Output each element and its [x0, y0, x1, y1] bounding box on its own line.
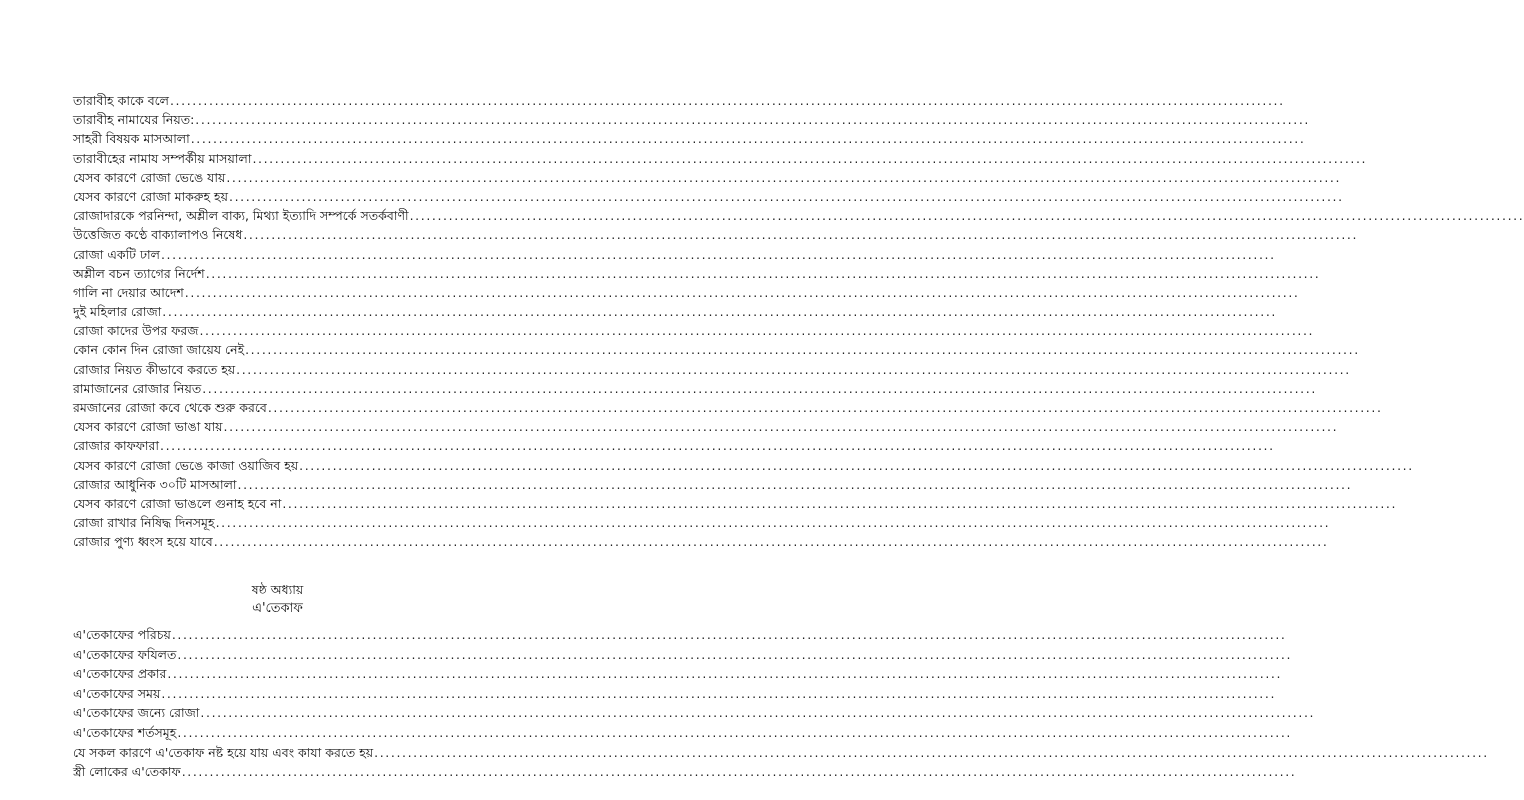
- toc-entry: [73, 532, 1329, 551]
- toc-entry: [73, 129, 1306, 148]
- toc-entry-label: রোজা একটি ঢাল: [73, 246, 160, 262]
- toc-entry: [73, 436, 1275, 455]
- dot-leader: ........................................................................................................................................................................................................: [282, 495, 1398, 511]
- dot-leader: ........................................................................................................................................................................................................: [160, 246, 1276, 262]
- dot-leader: ........................................................................................................................................................................................................: [229, 188, 1344, 204]
- dot-leader: ........................................................................................................................................................................................................: [267, 400, 1383, 415]
- toc-entry-label: এ'তেকাফের ফযিলত: [73, 646, 177, 662]
- toc-entry: [73, 684, 1277, 704]
- dot-leader: ........................................................................................................................................................................................................: [226, 169, 1342, 185]
- toc-entry: [73, 225, 1359, 244]
- dot-leader: ........................................................................................................................................................................................................: [243, 227, 1359, 243]
- toc-entry: [73, 340, 1360, 359]
- dot-leader: ........................................................................................................................................................................................................: [181, 764, 1297, 780]
- toc-entry-label: তারাবীহের নামায সম্পর্কীয় মাসয়ালা: [73, 150, 252, 166]
- dot-leader: ........................................................................................................................................................................................................: [161, 685, 1277, 701]
- toc-entry-label: তারাবীহ নামাযের নিয়ত:: [73, 112, 195, 128]
- toc-entry: [73, 398, 1383, 417]
- toc-entry-label: এ'তেকাফের পরিচয়: [73, 627, 171, 642]
- dot-leader: ........................................................................................................................................................................................................: [167, 666, 1283, 682]
- toc-entry: [73, 723, 1293, 743]
- toc-entry: [73, 475, 1353, 494]
- toc-entry-label: এ'তেকাফের সময়: [73, 685, 161, 701]
- toc-entry: [73, 417, 1339, 436]
- toc-entry: [73, 703, 1316, 723]
- dot-leader: ........................................................................................................................................................................................................: [177, 646, 1293, 662]
- toc-entry-label: কোন কোন দিন রোজা জায়েয নেই: [73, 342, 245, 358]
- toc-entry-label: যে সকল কারণে এ'তেকাফ নষ্ট হয়ে যায় এবং কাযা করতে হয়: [73, 744, 374, 760]
- toc-section-1: [73, 91, 1524, 552]
- toc-entry: [73, 664, 1283, 684]
- toc-entry: [73, 302, 1277, 321]
- toc-entry-label: স্ত্রী লোকের এ'তেকাফ: [73, 764, 181, 780]
- toc-entry-label: এ'তেকাফের প্রকার: [73, 666, 167, 682]
- toc-entry: [73, 283, 1300, 302]
- dot-leader: ........................................................................................................................................................................................................: [409, 208, 1524, 224]
- toc-entry-label: রোজার আধুনিক ৩০টি মাসআলা: [73, 476, 237, 492]
- toc-entry-label: রোজাদারকে পরনিন্দা, অশ্লীল বাক্য, মিথ্যা ইত্যাদি সম্পর্কে সতর্কবাণী: [73, 208, 409, 224]
- dot-leader: ........................................................................................................................................................................................................: [184, 284, 1300, 300]
- toc-entry: [73, 379, 1317, 398]
- toc-entry: [73, 206, 1524, 225]
- toc-entry: [73, 456, 1414, 475]
- toc-entry-label: রোজা রাখার নিষিদ্ধ দিনসমূহ: [73, 515, 215, 531]
- toc-entry-label: যেসব কারণে রোজা ভেঙে যায়: [73, 169, 226, 185]
- toc-entry: [73, 762, 1297, 782]
- toc-entry: [73, 110, 1310, 129]
- toc-entry-label: রোজার কাফফারা: [73, 438, 159, 454]
- dot-leader: ........................................................................................................................................................................................................: [202, 380, 1317, 396]
- dot-leader: ........................................................................................................................................................................................................: [195, 112, 1310, 128]
- toc-entry-label: গালি না দেয়ার আদেশ: [73, 284, 184, 300]
- dot-leader: ........................................................................................................................................................................................................: [190, 131, 1306, 147]
- toc-entry: [73, 743, 1489, 763]
- toc-entry: [73, 149, 1368, 168]
- toc-entry-label: উত্তেজিত কণ্ঠে বাক্যালাপও নিষেধ: [73, 227, 243, 243]
- toc-entry: [73, 264, 1321, 283]
- toc-entry-label: রমজানের রোজা কবে থেকে শুরু করবে: [73, 400, 267, 415]
- dot-leader: ........................................................................................................................................................................................................: [162, 304, 1277, 320]
- dot-leader: ........................................................................................................................................................................................................: [177, 724, 1293, 740]
- toc-entry: [73, 168, 1342, 187]
- dot-leader: ........................................................................................................................................................................................................: [169, 93, 1285, 108]
- chapter-title: এ'তেকাফ: [252, 601, 303, 616]
- dot-leader: ........................................................................................................................................................................................................: [205, 265, 1321, 281]
- toc-entry-label: দুই মহিলার রোজা: [73, 304, 162, 320]
- toc-entry: [73, 625, 1287, 645]
- toc-entry-label: রোজা কাদের উপর ফরজ: [73, 323, 199, 339]
- toc-entry: [73, 91, 1285, 110]
- dot-leader: ........................................................................................................................................................................................................: [199, 323, 1315, 339]
- toc-entry-label: যেসব কারণে রোজা মাকরুহ হয়: [73, 188, 228, 204]
- dot-leader: ........................................................................................................................................................................................................: [245, 342, 1360, 358]
- chapter-number: ষষ্ঠ অধ্যায়: [251, 582, 304, 597]
- toc-entry: [73, 187, 1344, 206]
- dot-leader: ........................................................................................................................................................................................................: [200, 705, 1316, 721]
- toc-entry-label: যেসব কারণে রোজা ভাঙা যায়: [73, 419, 223, 435]
- dot-leader: ........................................................................................................................................................................................................: [171, 627, 1287, 642]
- dot-leader: ........................................................................................................................................................................................................: [236, 361, 1351, 377]
- dot-leader: ........................................................................................................................................................................................................: [299, 457, 1414, 473]
- toc-entry-label: যেসব কারণে রোজা ভেঙে কাজা ওয়াজিব হয়: [73, 457, 299, 473]
- toc-section-2: [73, 625, 1489, 782]
- toc-entry: [73, 321, 1315, 340]
- dot-leader: ........................................................................................................................................................................................................: [213, 534, 1329, 550]
- toc-entry-label: অশ্লীল বচন ত্যাগের নির্দেশ: [73, 265, 205, 281]
- dot-leader: ........................................................................................................................................................................................................: [223, 419, 1339, 435]
- toc-entry-label: এ'তেকাফের শর্তসমূহ: [73, 724, 177, 740]
- dot-leader: ........................................................................................................................................................................................................: [374, 744, 1489, 760]
- dot-leader: ........................................................................................................................................................................................................: [237, 476, 1353, 492]
- toc-entry: [73, 513, 1331, 532]
- toc-entry-label: এ'তেকাফের জন্যে রোজা: [73, 705, 200, 721]
- toc-entry: [73, 645, 1293, 665]
- dot-leader: ........................................................................................................................................................................................................: [215, 515, 1331, 531]
- dot-leader: ........................................................................................................................................................................................................: [160, 438, 1275, 454]
- toc-entry-label: রামাজানের রোজার নিয়ত: [73, 380, 202, 396]
- dot-leader: ........................................................................................................................................................................................................: [252, 150, 1368, 166]
- toc-entry: [73, 245, 1276, 264]
- toc-entry-label: সাহরী বিষয়ক মাসআলা: [73, 131, 190, 147]
- toc-entry: [73, 494, 1398, 513]
- toc-entry-label: যেসব কারণে রোজা ভাঙলে গুনাহ হবে না: [73, 495, 282, 511]
- toc-entry-label: রোজার পুণ্য ধ্বংস হয়ে যাবে: [73, 534, 213, 550]
- toc-entry-label: রোজার নিয়ত কীভাবে করতে হয়: [73, 361, 236, 377]
- toc-entry: [73, 360, 1351, 379]
- toc-entry-label: তারাবীহ কাকে বলে: [73, 93, 169, 108]
